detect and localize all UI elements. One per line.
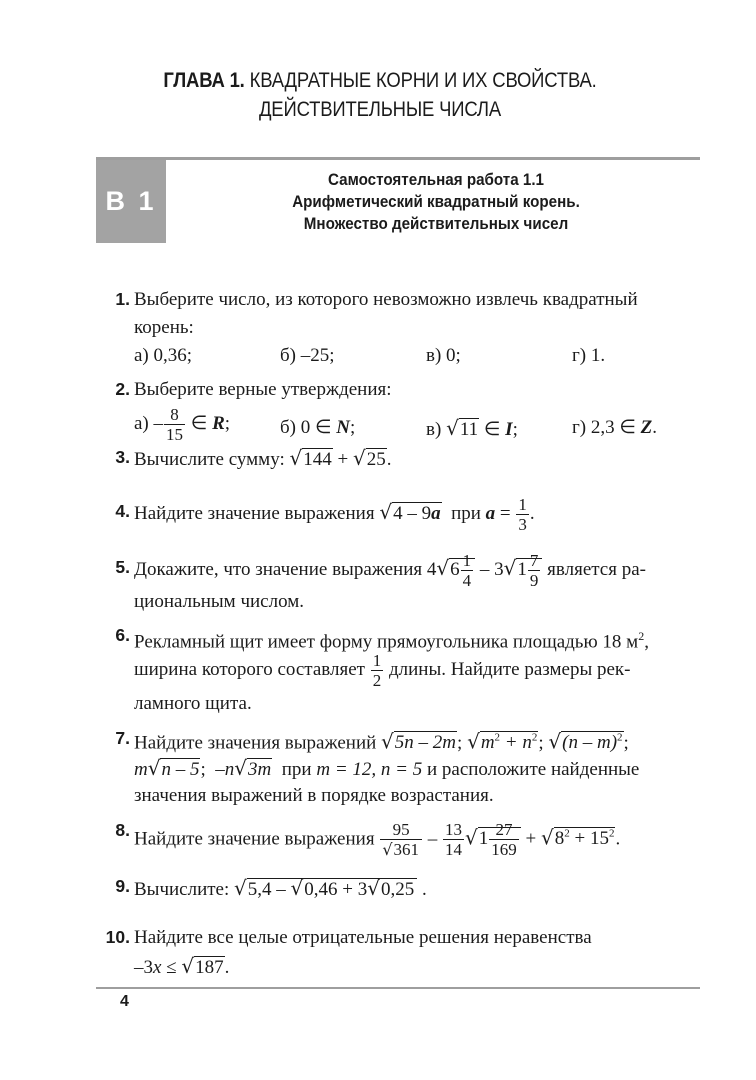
problem-number: 3. [115,447,130,467]
page-number: 4 [120,993,129,1010]
problem-text: Найдите значения выражений √5n – 2m; $√m^2 + n^2$; √(n – m)$^2$; [134,729,629,754]
problem-text: Найдите значение выражения √4 – 9a при a = $\frac{1}{3}$ . [134,495,535,535]
problem-number: 8. [115,820,130,840]
option-b: б) 0 ∈ N; [280,417,356,438]
problem-text: Найдите значение выражения $\frac{95}{√361}$ – $\frac{13}{14}$ √1 $\frac{27}{169}$ + $√8^2 + 15^2$. [134,820,621,860]
problem-text: значения выражений в порядке возрастания. [134,785,494,806]
header-rule [96,157,700,160]
problem-number: 9. [115,876,130,896]
problem-number: 4. [115,501,130,521]
problem-number: 1. [115,289,130,309]
option-a: а) 0,36; [134,345,193,366]
problem-text: m√n – 5; –n√3m при m = 12, n = 5 и расположите найденные [134,756,640,780]
option-d: г) 1. [572,345,606,366]
chapter-heading [151,66,609,124]
chapter-title-line1: КВАДРАТНЫЕ КОРНИ И ИХ СВОЙСТВА. [249,69,597,92]
problem-text: Докажите, что значение выражения 4√6 $\frac{1}{4}$ – 3√1 $\frac{7}{9}$ является ра- [134,551,646,591]
problem-number: 5. [115,557,130,577]
problem-text: Рекламный щит имеет форму прямоугольника площадью 18 $м^2$, [134,629,649,653]
section-header-band [96,157,700,243]
problem-text: Найдите все целые отрицательные решения неравенства [134,927,592,948]
footer-rule [96,987,700,989]
problem-text: корень: [134,317,194,338]
problem-number: 6. [115,625,130,645]
variant-badge: В 1 [96,160,166,243]
problem-text: ширина которого составляет $\frac{1}{2}$ длины. Найдите размеры рек- [134,651,631,691]
section-title-line3: Множество действительных чисел [303,215,569,233]
chapter-title-line2: ДЕЙСТВИТЕЛЬНЫЕ ЧИСЛА [258,98,502,121]
problem-number: 10. [105,927,130,947]
problem-text: Выберите верные утверждения: [134,379,392,400]
option-b: б) –25; [280,345,335,366]
option-c: в) 0; [426,345,461,366]
problem-text: –3x ≤ √187. [134,954,230,978]
problem-text: Вычислите: √5,4 – √0,46 + 3√0,25 . [134,876,427,900]
problem-text: циональным числом. [134,591,305,612]
problem-number: 2. [115,379,130,399]
problem-number: 7. [115,728,130,748]
problem-text: Вычислите сумму: √144 + √25. [134,446,392,470]
section-title-line2: Арифметический квадратный корень. [292,193,580,211]
option-d: г) 2,3 ∈ Z. [572,417,658,438]
option-a: а) – $\frac{8}{15}$ ∈ R; [134,405,231,444]
problem-text: ламного щита. [134,693,252,714]
section-title-line1: Самостоятельная работа 1.1 [327,171,545,189]
chapter-label: ГЛАВА 1. [163,69,245,92]
option-c: в) √11 ∈ I; [426,416,518,440]
problem-text: Выберите число, из которого невозможно извлечь квадратный [134,289,638,310]
section-title [206,169,666,235]
